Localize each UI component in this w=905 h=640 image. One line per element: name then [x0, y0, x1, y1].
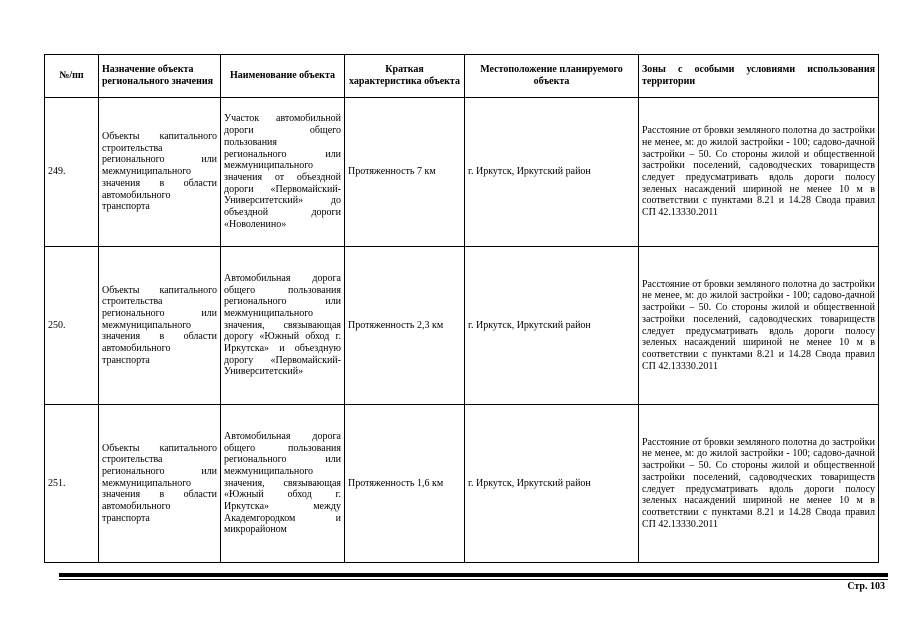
table-row — [45, 98, 879, 247]
objects-table — [44, 54, 879, 563]
header-num: №/пп — [45, 55, 99, 98]
row-location: г. Иркутск, Иркутский район — [465, 98, 639, 247]
row-location: г. Иркутск, Иркутский район — [465, 405, 639, 563]
row-characteristic: Протяженность 1,6 км — [345, 405, 465, 563]
row-zones — [639, 98, 879, 247]
header-purpose: Назначение объекта регионального значения — [99, 55, 221, 98]
row-characteristic: Протяженность 2,3 км — [345, 247, 465, 405]
header-location: Местоположение планируемого объекта — [465, 55, 639, 98]
row-purpose: Объекты капитального строительства регионального или межмуниципального значения в области автомобильного транспорта — [99, 98, 221, 247]
header-characteristic: Краткая характеристика объекта — [345, 55, 465, 98]
row-zones — [639, 405, 879, 563]
row-location: г. Иркутск, Иркутский район — [465, 247, 639, 405]
footer-rule-thick — [59, 573, 888, 577]
row-zones-text: Расстояние от бровки земляного полотна до застройки не менее, м: до жилой застройки - 100; садово-дачной застройки – 50. Со стороны жилой и общественной застройки поселений, садоводческих товариществ следует предусматривать вдоль дороги полосу зеленых насаждений шириной не менее 10 м в соответствии с пунктами 8.21 и 14.28 Свода правил СП 42.13330.2011 — [642, 436, 875, 530]
table-header-row — [45, 55, 879, 98]
header-zones: Зоны с особыми условиями использования территории — [639, 55, 879, 98]
row-zones-text: Расстояние от бровки земляного полотна до застройки не менее, м: до жилой застройки - 100; садово-дачной застройки – 50. Со стороны жилой и общественной застройки поселений, садоводческих товариществ следует предусматривать вдоль дороги полосу зеленых насаждений шириной не менее 10 м в соответствии с пунктами 8.21 и 14.28 Свода правил СП 42.13330.2011 — [642, 125, 875, 219]
page-number: Стр. 103 — [847, 581, 885, 592]
row-object-name: Участок автомобильной дороги общего пользования регионального или межмуниципального значения от объездной дороги «Первомайский-Университетский» до объездной дороги «Новоленино» — [221, 98, 345, 247]
row-zones — [639, 247, 879, 405]
row-number: 251. — [45, 405, 99, 563]
table-row — [45, 405, 879, 563]
row-object-name: Автомобильная дорога общего пользования регионального или межмуниципального значения, связывающая дорогу «Южный обход г. Иркутска» и объездную дорогу «Первомайский-Университетский» — [221, 247, 345, 405]
row-purpose: Объекты капитального строительства регионального или межмуниципального значения в области автомобильного транспорта — [99, 405, 221, 563]
row-number: 250. — [45, 247, 99, 405]
header-name: Наименование объекта — [221, 55, 345, 98]
table-row — [45, 247, 879, 405]
row-characteristic: Протяженность 7 км — [345, 98, 465, 247]
footer-rule-thin — [59, 579, 888, 580]
row-zones-text: Расстояние от бровки земляного полотна до застройки не менее, м: до жилой застройки - 100; садово-дачной застройки – 50. Со стороны жилой и общественной застройки поселений, садоводческих товариществ следует предусматривать вдоль дороги полосу зеленых насаждений шириной не менее 10 м в соответствии с пунктами 8.21 и 14.28 Свода правил СП 42.13330.2011 — [642, 278, 875, 372]
row-purpose: Объекты капитального строительства регионального или межмуниципального значения в области автомобильного транспорта — [99, 247, 221, 405]
row-number: 249. — [45, 98, 99, 247]
row-object-name: Автомобильная дорога общего пользования регионального или межмуниципального значения, связывающая «Южный обход г. Иркутска» между Академгородком и микрорайоном — [221, 405, 345, 563]
